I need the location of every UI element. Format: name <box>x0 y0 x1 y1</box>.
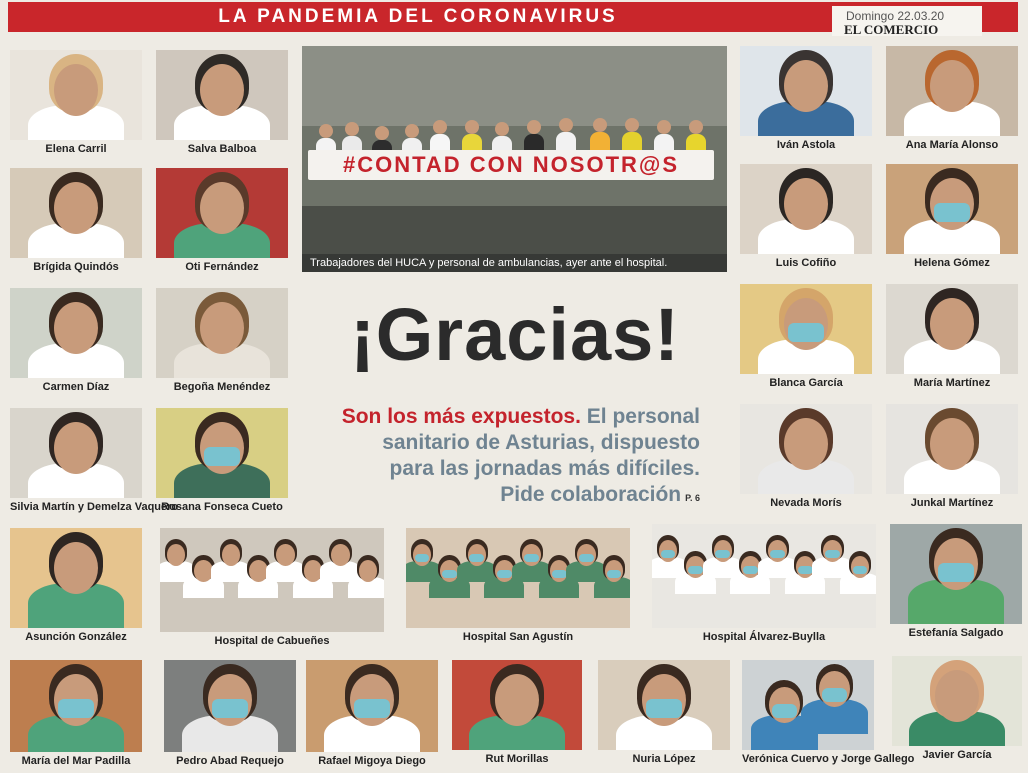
portrait-caption: Begoña Menéndez <box>173 381 271 393</box>
portrait-photo <box>740 404 872 494</box>
portrait-photo <box>10 660 142 752</box>
portrait-photo <box>886 404 1018 494</box>
portrait-card-nevada-moris <box>740 404 872 512</box>
portrait-photo <box>406 528 630 628</box>
portrait-photo <box>886 164 1018 254</box>
portrait-card-estefania-salgado <box>890 524 1022 642</box>
portrait-caption: Verónica Cuervo y Jorge Gallego <box>742 753 915 765</box>
hero-caption: Trabajadores del HUCA y personal de ambulancias, ayer ante el hospital. <box>302 254 727 272</box>
portrait-card-veronica-cuervo-y-jorge-gallego <box>742 660 915 768</box>
newspaper-name: EL COMERCIO <box>844 22 939 37</box>
subhead-body: El personal sanitario de Asturias, dispuesto para las jornadas más difíciles. Pide colaboración <box>382 405 700 506</box>
portrait-card-hospital-alvarez-buylla <box>652 524 876 646</box>
portrait-photo <box>10 50 142 140</box>
portrait-photo <box>10 408 142 498</box>
portrait-card-nuria-lopez <box>598 660 730 768</box>
portrait-card-hospital-de-cabuenes <box>160 528 384 650</box>
portrait-caption: Ana María Alonso <box>905 139 999 151</box>
portrait-photo <box>892 656 1022 746</box>
portrait-photo <box>156 288 288 378</box>
portrait-card-ana-maria-alonso <box>886 46 1018 154</box>
portrait-card-blanca-garcia <box>740 284 872 392</box>
subhead-lead: Son los más expuestos. <box>341 405 581 428</box>
portrait-photo <box>156 168 288 258</box>
portrait-caption: María Martínez <box>913 377 991 389</box>
portrait-photo <box>742 660 874 750</box>
portrait-photo <box>10 288 142 378</box>
portrait-photo <box>598 660 730 750</box>
portrait-card-maria-martinez <box>886 284 1018 392</box>
portrait-card-begona-menendez <box>156 288 288 396</box>
issue-date: Domingo 22.03.20 <box>846 9 945 23</box>
portrait-card-maria-del-mar-padilla <box>10 660 142 770</box>
portrait-caption: Iván Astola <box>776 139 836 151</box>
portrait-card-asuncion-gonzalez <box>10 528 142 646</box>
portrait-card-brigida-quindos <box>10 168 142 276</box>
portrait-caption: María del Mar Padilla <box>21 755 131 767</box>
portrait-caption: Nevada Morís <box>770 497 842 509</box>
portrait-photo <box>886 46 1018 136</box>
portrait-photo <box>452 660 582 750</box>
portrait-caption: Hospital San Agustín <box>462 631 574 643</box>
portrait-card-salva-balboa <box>156 50 288 158</box>
page-reference: P. 6 <box>685 493 700 503</box>
dateline <box>832 6 982 36</box>
portrait-card-helena-gomez <box>886 164 1018 272</box>
portrait-card-rosana-fonseca-cueto <box>156 408 288 516</box>
portrait-card-rut-morillas <box>452 660 582 768</box>
portrait-card-pedro-abad-requejo <box>164 660 296 770</box>
portrait-caption: Junkal Martínez <box>910 497 994 509</box>
portrait-caption: Rut Morillas <box>485 753 549 765</box>
portrait-card-luis-cofino <box>740 164 872 272</box>
portrait-caption: Elena Carril <box>45 143 107 155</box>
portrait-caption: Brígida Quindós <box>33 261 119 273</box>
portrait-card-junkal-martinez <box>886 404 1018 512</box>
portrait-photo <box>740 164 872 254</box>
portrait-caption: Nuria López <box>632 753 696 765</box>
portrait-card-elena-carril <box>10 50 142 158</box>
portrait-caption: Silvia Martín y Demelza Vaquero <box>10 501 179 513</box>
portrait-photo <box>886 284 1018 374</box>
portrait-caption: Rafael Migoya Diego <box>318 755 426 767</box>
portrait-card-silvia-martin-y-demelza-vaquero <box>10 408 179 516</box>
portrait-caption: Pedro Abad Requejo <box>176 755 284 767</box>
portrait-caption: Helena Gómez <box>914 257 990 269</box>
portrait-photo <box>164 660 296 752</box>
portrait-card-oti-fernandez <box>156 168 288 276</box>
portrait-caption: Luis Cofiño <box>775 257 837 269</box>
hero-photo <box>302 46 727 272</box>
portrait-caption: Blanca García <box>769 377 843 389</box>
portrait-photo <box>10 528 142 628</box>
portrait-photo <box>740 46 872 136</box>
hero-banner-sign: #CONTAD CON NOSOTR@S <box>308 150 714 180</box>
portrait-photo <box>10 168 142 258</box>
portrait-caption: Estefanía Salgado <box>908 627 1004 639</box>
portrait-photo <box>160 528 384 632</box>
portrait-caption: Carmen Díaz <box>42 381 110 393</box>
portrait-caption: Hospital de Cabueñes <box>214 635 330 647</box>
portrait-card-javier-garcia <box>892 656 1022 764</box>
portrait-card-carmen-diaz <box>10 288 142 396</box>
portrait-card-hospital-san-agustin <box>406 528 630 646</box>
portrait-photo <box>890 524 1022 624</box>
portrait-caption: Oti Fernández <box>185 261 259 273</box>
portrait-photo <box>306 660 438 752</box>
portrait-photo <box>156 50 288 140</box>
section-title: LA PANDEMIA DEL CORONAVIRUS <box>218 6 618 27</box>
portrait-card-ivan-astola <box>740 46 872 154</box>
subheadline <box>340 404 700 514</box>
portrait-caption: Asunción González <box>25 631 127 643</box>
portrait-caption: Salva Balboa <box>187 143 257 155</box>
portrait-caption: Javier García <box>922 749 992 761</box>
headline: ¡Gracias! <box>350 293 680 376</box>
portrait-card-rafael-migoya-diego <box>306 660 438 770</box>
portrait-photo <box>740 284 872 374</box>
portrait-photo <box>652 524 876 628</box>
portrait-caption: Rosana Fonseca Cueto <box>161 501 283 513</box>
portrait-caption: Hospital Álvarez-Buylla <box>702 631 826 643</box>
portrait-photo <box>156 408 288 498</box>
